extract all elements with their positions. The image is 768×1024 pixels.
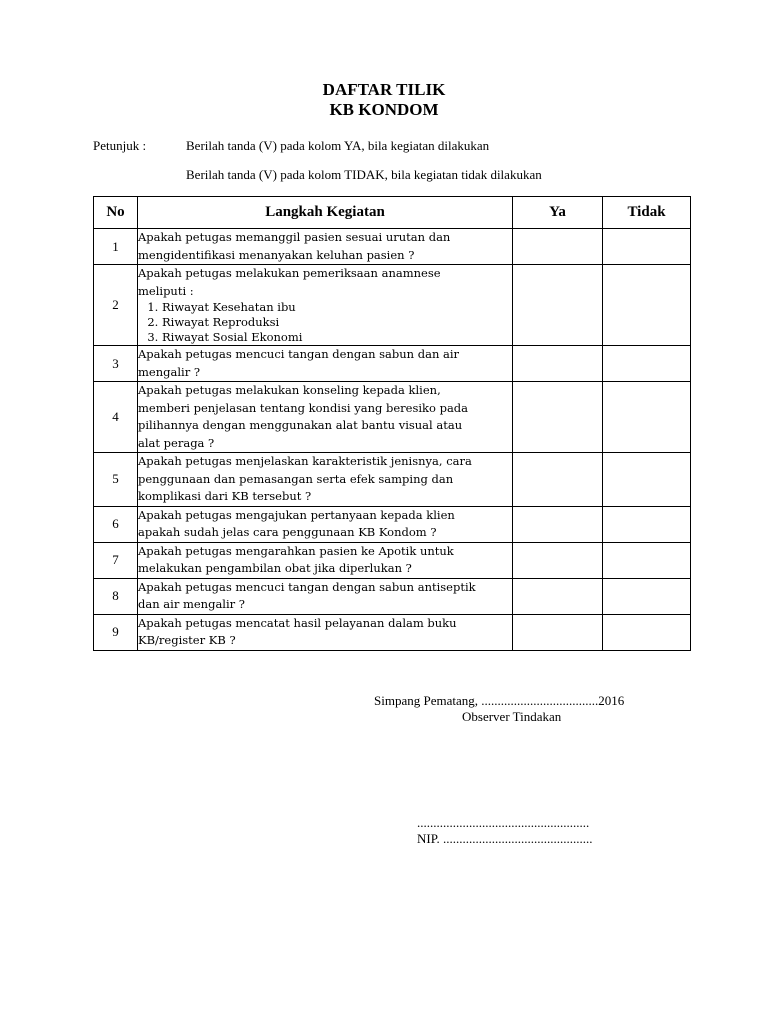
step-text-line: mengidentifikasi menanyakan keluhan pasien ? bbox=[138, 247, 415, 262]
row-number: 3 bbox=[94, 346, 138, 382]
no-cell[interactable] bbox=[603, 346, 691, 382]
header-yes: Ya bbox=[513, 197, 603, 229]
row-step bbox=[138, 578, 513, 614]
step-text-line: Apakah petugas mencuci tangan dengan sabun antiseptik bbox=[138, 579, 476, 594]
row-number: 5 bbox=[94, 453, 138, 507]
table-row bbox=[94, 506, 691, 542]
table-row bbox=[94, 382, 691, 453]
yes-cell[interactable] bbox=[513, 229, 603, 265]
step-text-line: Apakah petugas mengajukan pertanyaan kepada klien bbox=[138, 507, 455, 522]
no-cell[interactable] bbox=[603, 578, 691, 614]
yes-cell[interactable] bbox=[513, 614, 603, 650]
row-number: 4 bbox=[94, 382, 138, 453]
document-title: DAFTAR TILIK bbox=[322, 80, 446, 99]
step-text-line: penggunaan dan pemasangan serta efek samping dan bbox=[138, 471, 454, 486]
step-text-line: Apakah petugas memanggil pasien sesuai urutan dan bbox=[138, 230, 451, 244]
step-sublist-item: 3. Riwayat Sosial Ekonomi bbox=[162, 330, 512, 345]
no-cell[interactable] bbox=[603, 542, 691, 578]
table-row bbox=[94, 229, 691, 265]
row-number: 7 bbox=[94, 542, 138, 578]
no-cell[interactable] bbox=[603, 506, 691, 542]
instruction-yes: Berilah tanda (V) pada kolom YA, bila kegiatan dilakukan bbox=[186, 138, 490, 153]
no-cell[interactable] bbox=[603, 265, 691, 346]
header-no: No bbox=[94, 197, 138, 229]
step-sublist-item: 2. Riwayat Reproduksi bbox=[162, 315, 512, 330]
step-text-line: dan air mengalir ? bbox=[138, 597, 245, 611]
table-row bbox=[94, 265, 691, 346]
row-step bbox=[138, 229, 513, 265]
step-text-line: meliputi : bbox=[138, 283, 194, 298]
signature-name-line: ..................................................... bbox=[417, 815, 590, 830]
step-text-line: pilihannya dengan menggunakan alat bantu visual atau bbox=[138, 418, 463, 432]
yes-cell[interactable] bbox=[513, 265, 603, 346]
step-text-line: memberi penjelasan tentang kondisi yang beresiko pada bbox=[138, 400, 469, 415]
row-number: 1 bbox=[94, 229, 138, 265]
step-text-line: Apakah petugas melakukan konseling kepada klien, bbox=[138, 383, 441, 397]
row-number: 2 bbox=[94, 265, 138, 346]
row-step bbox=[138, 614, 513, 650]
instructions-label: Petunjuk : bbox=[93, 138, 147, 153]
row-number: 9 bbox=[94, 614, 138, 650]
step-text-line: Apakah petugas menjelaskan karakteristik jenisnya, cara bbox=[138, 454, 472, 468]
header-step: Langkah Kegiatan bbox=[138, 197, 513, 229]
table-row bbox=[94, 542, 691, 578]
table-row bbox=[94, 578, 691, 614]
step-text-line: apakah sudah jelas cara penggunaan KB Kondom ? bbox=[138, 525, 437, 539]
yes-cell[interactable] bbox=[513, 578, 603, 614]
checklist-table bbox=[93, 196, 691, 651]
signature-place-date: Simpang Pematang, ....................................2016 bbox=[374, 693, 625, 708]
step-text-line: alat peraga ? bbox=[138, 435, 215, 450]
step-text-line: Apakah petugas mencuci tangan dengan sabun dan air bbox=[138, 347, 460, 361]
step-sublist bbox=[138, 300, 512, 345]
no-cell[interactable] bbox=[603, 229, 691, 265]
step-text-line: Apakah petugas mencatat hasil pelayanan dalam buku bbox=[138, 615, 457, 630]
no-cell[interactable] bbox=[603, 453, 691, 507]
no-cell[interactable] bbox=[603, 614, 691, 650]
step-text-line: mengalir ? bbox=[138, 364, 201, 379]
no-cell[interactable] bbox=[603, 382, 691, 453]
row-step bbox=[138, 453, 513, 507]
step-text-line: KB/register KB ? bbox=[138, 633, 236, 647]
step-sublist-item: 1. Riwayat Kesehatan ibu bbox=[162, 300, 512, 315]
signature-role: Observer Tindakan bbox=[462, 709, 562, 724]
row-number: 6 bbox=[94, 506, 138, 542]
row-step bbox=[138, 506, 513, 542]
yes-cell[interactable] bbox=[513, 346, 603, 382]
table-row bbox=[94, 453, 691, 507]
step-text-line: komplikasi dari KB tersebut ? bbox=[138, 489, 312, 503]
yes-cell[interactable] bbox=[513, 453, 603, 507]
table-row bbox=[94, 614, 691, 650]
yes-cell[interactable] bbox=[513, 542, 603, 578]
row-step bbox=[138, 265, 513, 346]
document-subtitle: KB KONDOM bbox=[329, 100, 439, 119]
step-text-line: Apakah petugas melakukan pemeriksaan anamnese bbox=[138, 266, 441, 280]
row-step bbox=[138, 542, 513, 578]
instruction-no: Berilah tanda (V) pada kolom TIDAK, bila kegiatan tidak dilakukan bbox=[186, 167, 542, 182]
yes-cell[interactable] bbox=[513, 382, 603, 453]
signature-nip: NIP. .............................................. bbox=[417, 831, 593, 846]
table-header-row bbox=[94, 197, 691, 229]
table-row bbox=[94, 346, 691, 382]
step-text-line: melakukan pengambilan obat jika diperlukan ? bbox=[138, 561, 412, 575]
row-step bbox=[138, 346, 513, 382]
yes-cell[interactable] bbox=[513, 506, 603, 542]
row-number: 8 bbox=[94, 578, 138, 614]
row-step bbox=[138, 382, 513, 453]
step-text-line: Apakah petugas mengarahkan pasien ke Apotik untuk bbox=[138, 543, 454, 558]
header-no-answer: Tidak bbox=[603, 197, 691, 229]
